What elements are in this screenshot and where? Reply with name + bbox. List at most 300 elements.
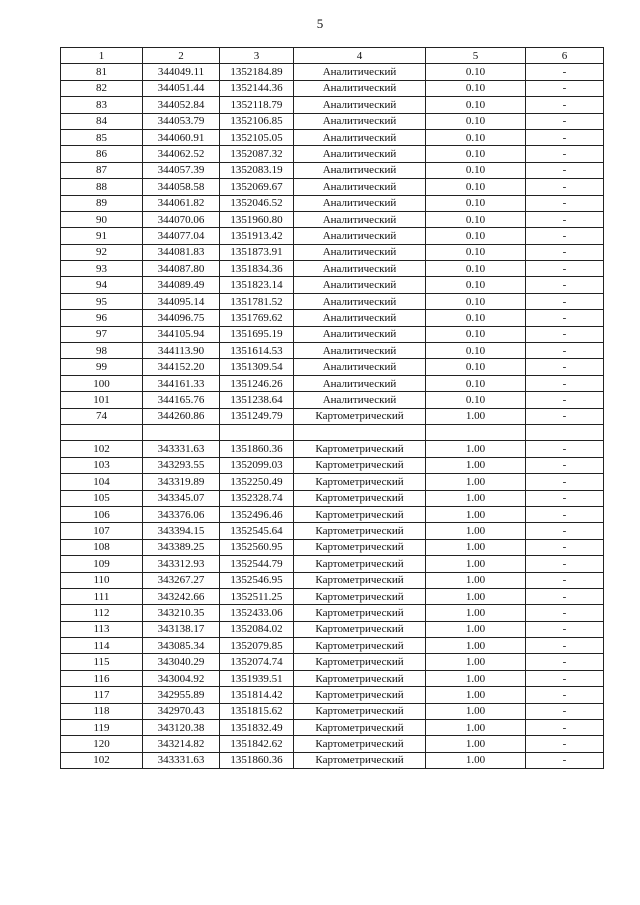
- table-cell: [61, 424, 143, 440]
- coordinates-table: [60, 47, 604, 769]
- table-cell: 343210.35: [143, 605, 220, 621]
- table-cell: 0.10: [426, 162, 526, 178]
- table-cell: -: [526, 310, 604, 326]
- table-cell: 1.00: [426, 703, 526, 719]
- table-cell: 1.00: [426, 687, 526, 703]
- table-cell: 0.10: [426, 113, 526, 129]
- header-cell: 3: [220, 48, 294, 64]
- table-cell: Картометрический: [294, 474, 426, 490]
- table-cell: Картометрический: [294, 490, 426, 506]
- table-cell: 343214.82: [143, 736, 220, 752]
- table-cell: 343389.25: [143, 539, 220, 555]
- table-cell: 82: [61, 80, 143, 96]
- table-cell: 1351834.36: [220, 261, 294, 277]
- table-cell: 344077.04: [143, 228, 220, 244]
- table-cell: 1351814.42: [220, 687, 294, 703]
- table-cell: 94: [61, 277, 143, 293]
- table-row: [61, 408, 604, 424]
- table-cell: 343394.15: [143, 523, 220, 539]
- table-cell: -: [526, 359, 604, 375]
- table-cell: 1351815.62: [220, 703, 294, 719]
- table-cell: 114: [61, 638, 143, 654]
- table-cell: 0.10: [426, 244, 526, 260]
- table-row: [61, 146, 604, 162]
- table-cell: 1352250.49: [220, 474, 294, 490]
- table-cell: 1352099.03: [220, 457, 294, 473]
- table-cell: 95: [61, 293, 143, 309]
- table-cell: 1351238.64: [220, 392, 294, 408]
- table-cell: 1352328.74: [220, 490, 294, 506]
- table-cell: Картометрический: [294, 572, 426, 588]
- page-number: 5: [316, 16, 324, 31]
- table-cell: Картометрический: [294, 523, 426, 539]
- table-cell: -: [526, 244, 604, 260]
- table-cell: Аналитический: [294, 261, 426, 277]
- table-cell: 112: [61, 605, 143, 621]
- table-row: [61, 736, 604, 752]
- table-cell: Аналитический: [294, 113, 426, 129]
- table-row: [61, 392, 604, 408]
- table-cell: Аналитический: [294, 277, 426, 293]
- table-cell: 1351769.62: [220, 310, 294, 326]
- table-cell: -: [526, 195, 604, 211]
- table-cell: 0.10: [426, 310, 526, 326]
- table-cell: 1.00: [426, 523, 526, 539]
- table-cell: 1352544.79: [220, 556, 294, 572]
- table-cell: 0.10: [426, 211, 526, 227]
- table-cell: -: [526, 523, 604, 539]
- table-cell: -: [526, 375, 604, 391]
- table-cell: Аналитический: [294, 146, 426, 162]
- table-cell: -: [526, 474, 604, 490]
- table-cell: 85: [61, 129, 143, 145]
- table-cell: 344161.33: [143, 375, 220, 391]
- table-cell: -: [526, 736, 604, 752]
- table-cell: 1.00: [426, 588, 526, 604]
- table-cell: 1.00: [426, 670, 526, 686]
- table-row: [61, 572, 604, 588]
- table-row: [61, 506, 604, 522]
- table-cell: Аналитический: [294, 97, 426, 113]
- table-cell: -: [526, 277, 604, 293]
- table-cell: Картометрический: [294, 752, 426, 768]
- table-row: [61, 621, 604, 637]
- table-cell: 343376.06: [143, 506, 220, 522]
- table-cell: 344070.06: [143, 211, 220, 227]
- table-cell: 0.10: [426, 80, 526, 96]
- table-cell: 1351832.49: [220, 720, 294, 736]
- table-cell: 115: [61, 654, 143, 670]
- table-row: [61, 752, 604, 768]
- table-cell: 343345.07: [143, 490, 220, 506]
- table-cell: -: [526, 703, 604, 719]
- table-cell: 74: [61, 408, 143, 424]
- table-cell: 344052.84: [143, 97, 220, 113]
- table-cell: 344096.75: [143, 310, 220, 326]
- table-cell: 0.10: [426, 277, 526, 293]
- table-cell: -: [526, 129, 604, 145]
- table-cell: 116: [61, 670, 143, 686]
- table-cell: -: [526, 392, 604, 408]
- table-cell: 343331.63: [143, 441, 220, 457]
- table-cell: 91: [61, 228, 143, 244]
- table-cell: 119: [61, 720, 143, 736]
- table-row: [61, 326, 604, 342]
- table-cell: Картометрический: [294, 720, 426, 736]
- table-cell: 1.00: [426, 638, 526, 654]
- table-cell: 344081.83: [143, 244, 220, 260]
- table-cell: 343293.55: [143, 457, 220, 473]
- table-cell: 1351860.36: [220, 441, 294, 457]
- table-cell: 1351614.53: [220, 343, 294, 359]
- table-cell: 0.10: [426, 359, 526, 375]
- table-cell: -: [526, 490, 604, 506]
- table-cell: Аналитический: [294, 228, 426, 244]
- table-cell: -: [526, 638, 604, 654]
- table-cell: -: [526, 80, 604, 96]
- table-cell: [143, 424, 220, 440]
- header-cell: 2: [143, 48, 220, 64]
- table-cell: Картометрический: [294, 670, 426, 686]
- table-row: [61, 113, 604, 129]
- table-row: [61, 588, 604, 604]
- table-cell: 103: [61, 457, 143, 473]
- table-cell: 342970.43: [143, 703, 220, 719]
- table-cell: 1352545.64: [220, 523, 294, 539]
- table-cell: 0.10: [426, 64, 526, 80]
- table-cell: -: [526, 228, 604, 244]
- table-cell: Картометрический: [294, 457, 426, 473]
- table-cell: 344165.76: [143, 392, 220, 408]
- table-cell: 1352087.32: [220, 146, 294, 162]
- table-row: [61, 703, 604, 719]
- table-cell: 343242.66: [143, 588, 220, 604]
- table-cell: Картометрический: [294, 736, 426, 752]
- table-row: [61, 605, 604, 621]
- table-cell: 1352069.67: [220, 179, 294, 195]
- table-cell: Аналитический: [294, 326, 426, 342]
- table-cell: 113: [61, 621, 143, 637]
- table-cell: 1.00: [426, 474, 526, 490]
- table-cell: 92: [61, 244, 143, 260]
- table-row: [61, 457, 604, 473]
- table-cell: -: [526, 588, 604, 604]
- table-cell: -: [526, 539, 604, 555]
- table-cell: 1352546.95: [220, 572, 294, 588]
- table-row: [61, 556, 604, 572]
- table-cell: 344087.80: [143, 261, 220, 277]
- table-cell: -: [526, 146, 604, 162]
- table-cell: 343004.92: [143, 670, 220, 686]
- table-cell: 0.10: [426, 392, 526, 408]
- table-cell: -: [526, 441, 604, 457]
- table-cell: Картометрический: [294, 408, 426, 424]
- table-cell: Картометрический: [294, 539, 426, 555]
- table-cell: 104: [61, 474, 143, 490]
- table-cell: Картометрический: [294, 638, 426, 654]
- table-header: [61, 48, 604, 64]
- table-row: [61, 195, 604, 211]
- table-cell: 117: [61, 687, 143, 703]
- table-cell: 96: [61, 310, 143, 326]
- table-cell: 1352511.25: [220, 588, 294, 604]
- table-row: [61, 64, 604, 80]
- table-cell: [294, 424, 426, 440]
- table-cell: Картометрический: [294, 621, 426, 637]
- table-cell: 84: [61, 113, 143, 129]
- table-cell: 344113.90: [143, 343, 220, 359]
- table-row: [61, 179, 604, 195]
- table-cell: Аналитический: [294, 244, 426, 260]
- table-cell: 343085.34: [143, 638, 220, 654]
- table-cell: -: [526, 408, 604, 424]
- table-cell: -: [526, 97, 604, 113]
- table-cell: 1.00: [426, 752, 526, 768]
- table-row: [61, 359, 604, 375]
- table-cell: 342955.89: [143, 687, 220, 703]
- table-cell: -: [526, 162, 604, 178]
- table-cell: Аналитический: [294, 343, 426, 359]
- table-cell: 344057.39: [143, 162, 220, 178]
- table-row: [61, 474, 604, 490]
- table-cell: 1351781.52: [220, 293, 294, 309]
- table-cell: 105: [61, 490, 143, 506]
- table-cell: -: [526, 179, 604, 195]
- table-cell: 102: [61, 441, 143, 457]
- table-cell: 344060.91: [143, 129, 220, 145]
- table-cell: 109: [61, 556, 143, 572]
- table-cell: 1352079.85: [220, 638, 294, 654]
- header-cell: 4: [294, 48, 426, 64]
- table-cell: 1352074.74: [220, 654, 294, 670]
- table-cell: 1351309.54: [220, 359, 294, 375]
- table-cell: 1.00: [426, 572, 526, 588]
- table-cell: Аналитический: [294, 129, 426, 145]
- table-cell: 1352496.46: [220, 506, 294, 522]
- table-cell: 1.00: [426, 654, 526, 670]
- table-cell: Аналитический: [294, 179, 426, 195]
- table-cell: Аналитический: [294, 293, 426, 309]
- table-row: [61, 375, 604, 391]
- table-cell: -: [526, 506, 604, 522]
- table-row: [61, 720, 604, 736]
- table-cell: 1352083.19: [220, 162, 294, 178]
- table-cell: 343267.27: [143, 572, 220, 588]
- table-cell: 344260.86: [143, 408, 220, 424]
- table-cell: -: [526, 343, 604, 359]
- table-cell: 1352560.95: [220, 539, 294, 555]
- table-cell: 344105.94: [143, 326, 220, 342]
- table-cell: Аналитический: [294, 211, 426, 227]
- table-row: [61, 670, 604, 686]
- table-cell: 1351860.36: [220, 752, 294, 768]
- table-cell: Аналитический: [294, 195, 426, 211]
- table-cell: Картометрический: [294, 605, 426, 621]
- table-cell: 1351913.42: [220, 228, 294, 244]
- table-cell: -: [526, 621, 604, 637]
- table-cell: 1351695.19: [220, 326, 294, 342]
- table-cell: 1.00: [426, 408, 526, 424]
- table-row: [61, 310, 604, 326]
- table-cell: 0.10: [426, 228, 526, 244]
- table-cell: 1352105.05: [220, 129, 294, 145]
- table-cell: 88: [61, 179, 143, 195]
- table-cell: -: [526, 113, 604, 129]
- table-cell: 1351873.91: [220, 244, 294, 260]
- table-cell: 344152.20: [143, 359, 220, 375]
- table-cell: -: [526, 64, 604, 80]
- table-cell: 0.10: [426, 261, 526, 277]
- table-row: [61, 129, 604, 145]
- table-cell: 1352046.52: [220, 195, 294, 211]
- table-cell: Картометрический: [294, 588, 426, 604]
- table-cell: -: [526, 293, 604, 309]
- table-row: [61, 523, 604, 539]
- table-cell: -: [526, 654, 604, 670]
- table-cell: 343319.89: [143, 474, 220, 490]
- table-cell: 1351823.14: [220, 277, 294, 293]
- table-cell: 1352118.79: [220, 97, 294, 113]
- table-cell: 101: [61, 392, 143, 408]
- table-cell: 100: [61, 375, 143, 391]
- table-cell: 1.00: [426, 736, 526, 752]
- table-row: [61, 539, 604, 555]
- table-cell: [426, 424, 526, 440]
- table-cell: 344095.14: [143, 293, 220, 309]
- header-cell: 6: [526, 48, 604, 64]
- table-cell: 0.10: [426, 326, 526, 342]
- table-cell: 0.10: [426, 129, 526, 145]
- table-cell: 344061.82: [143, 195, 220, 211]
- table-cell: 86: [61, 146, 143, 162]
- table-cell: 89: [61, 195, 143, 211]
- table-cell: -: [526, 720, 604, 736]
- table-cell: 90: [61, 211, 143, 227]
- table-cell: 1.00: [426, 556, 526, 572]
- table-row: [61, 293, 604, 309]
- table-cell: 1352144.36: [220, 80, 294, 96]
- table-cell: 344049.11: [143, 64, 220, 80]
- table-cell: 102: [61, 752, 143, 768]
- table-row: [61, 162, 604, 178]
- table-cell: 1.00: [426, 490, 526, 506]
- table-cell: [526, 424, 604, 440]
- table-row: [61, 244, 604, 260]
- table-cell: 1351960.80: [220, 211, 294, 227]
- table-row: [61, 80, 604, 96]
- table-cell: 108: [61, 539, 143, 555]
- table-row: [61, 261, 604, 277]
- table-cell: -: [526, 687, 604, 703]
- table-cell: 1351249.79: [220, 408, 294, 424]
- table-cell: Аналитический: [294, 359, 426, 375]
- table-cell: 343040.29: [143, 654, 220, 670]
- table-cell: 344053.79: [143, 113, 220, 129]
- table-row: [61, 654, 604, 670]
- table-cell: 344089.49: [143, 277, 220, 293]
- table-cell: 1.00: [426, 506, 526, 522]
- table-cell: 99: [61, 359, 143, 375]
- table-cell: 107: [61, 523, 143, 539]
- table-cell: Картометрический: [294, 441, 426, 457]
- table-cell: 344062.52: [143, 146, 220, 162]
- table-cell: 0.10: [426, 293, 526, 309]
- table-cell: 83: [61, 97, 143, 113]
- table-cell: Аналитический: [294, 392, 426, 408]
- table-cell: 118: [61, 703, 143, 719]
- table-cell: 87: [61, 162, 143, 178]
- table-cell: 98: [61, 343, 143, 359]
- table-cell: 0.10: [426, 375, 526, 391]
- table-cell: -: [526, 752, 604, 768]
- table-cell: 0.10: [426, 97, 526, 113]
- table-row: [61, 424, 604, 440]
- table-cell: 1.00: [426, 621, 526, 637]
- table-cell: 343120.38: [143, 720, 220, 736]
- table-row: [61, 211, 604, 227]
- table-row: [61, 638, 604, 654]
- table-row: [61, 441, 604, 457]
- table-cell: 0.10: [426, 146, 526, 162]
- table-row: [61, 687, 604, 703]
- table-cell: 1351246.26: [220, 375, 294, 391]
- table-cell: 97: [61, 326, 143, 342]
- table-cell: 344051.44: [143, 80, 220, 96]
- table-cell: 1351842.62: [220, 736, 294, 752]
- table-cell: 111: [61, 588, 143, 604]
- table-cell: 0.10: [426, 343, 526, 359]
- table-cell: 93: [61, 261, 143, 277]
- table-cell: Аналитический: [294, 162, 426, 178]
- table-cell: 1352433.06: [220, 605, 294, 621]
- table-cell: 1.00: [426, 441, 526, 457]
- table-cell: 110: [61, 572, 143, 588]
- table-cell: -: [526, 605, 604, 621]
- table-cell: 106: [61, 506, 143, 522]
- table-cell: 81: [61, 64, 143, 80]
- table-cell: 0.10: [426, 195, 526, 211]
- header-cell: 5: [426, 48, 526, 64]
- table-cell: 343331.63: [143, 752, 220, 768]
- table-cell: -: [526, 261, 604, 277]
- table-cell: Аналитический: [294, 375, 426, 391]
- table-cell: Аналитический: [294, 80, 426, 96]
- table-row: [61, 343, 604, 359]
- table-cell: -: [526, 211, 604, 227]
- table-cell: -: [526, 670, 604, 686]
- table-cell: 1352184.89: [220, 64, 294, 80]
- table-cell: 1.00: [426, 457, 526, 473]
- table-header-row: [61, 48, 604, 64]
- table-cell: 0.10: [426, 179, 526, 195]
- table-cell: Картометрический: [294, 654, 426, 670]
- table-cell: Картометрический: [294, 556, 426, 572]
- table-cell: 1352084.02: [220, 621, 294, 637]
- table-cell: [220, 424, 294, 440]
- table-row: [61, 97, 604, 113]
- table-cell: -: [526, 572, 604, 588]
- table-row: [61, 228, 604, 244]
- table-row: [61, 490, 604, 506]
- header-cell: 1: [61, 48, 143, 64]
- table-cell: 344058.58: [143, 179, 220, 195]
- table-cell: 1351939.51: [220, 670, 294, 686]
- table-cell: Картометрический: [294, 687, 426, 703]
- table-cell: 343138.17: [143, 621, 220, 637]
- table-body: [61, 64, 604, 769]
- table-cell: -: [526, 326, 604, 342]
- table-cell: -: [526, 457, 604, 473]
